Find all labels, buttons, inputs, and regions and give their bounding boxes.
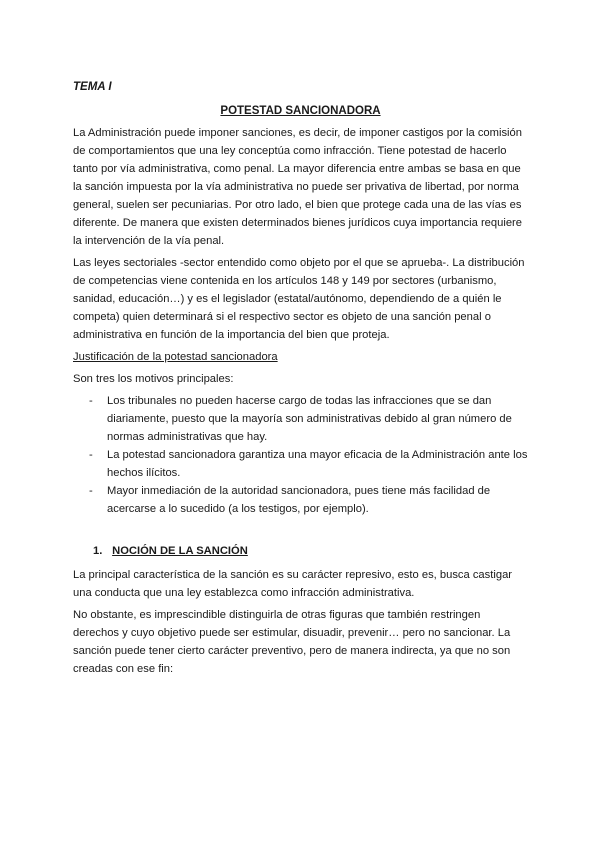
tema-label: TEMA I: [73, 81, 112, 93]
section-1-paragraph-2: No obstante, es imprescindible distinguirla de otras figuras que también restringen derechos y cuyo objetivo puede ser estimular, disuadir, prevenir… pero no sancionar. La sanción puede tener cierto carácter preventivo, pero de manera indirecta, ya que no son creadas con ese fin:: [73, 609, 511, 675]
intro-paragraph-1: La Administración puede imponer sanciones, es decir, de imponer castigos por la comisión de comportamientos que una ley conceptúa como infracción. Tiene potestad de hacerlo tanto por vía administrativa, como penal. La mayor diferencia entre ambas se basa en que la sanción impuesta por la vía administrativa no puede ser privativa de libertad, por norma general, suelen ser pecuniarias. Por otro lado, el bien que protege cada una de las vías es diferente. De manera que existen determinados bienes jurídicos cuya importancia requiere la intervención de la vía penal.: [73, 127, 522, 247]
list-dash: -: [89, 485, 93, 497]
list-item-text: Mayor inmediación de la autoridad sancionadora, pues tiene más facilidad de acercarse a lo sucedido (a los testigos, por ejemplo).: [107, 485, 491, 515]
section-1-heading: [93, 542, 528, 560]
list-item: [73, 482, 528, 518]
list-item-text: Los tribunales no pueden hacerse cargo de todas las infracciones que se dan diariamente, puesto que la mayoría son administrativas debido al gran número de normas administrativas que hay.: [107, 395, 512, 443]
section-1-paragraph-1: La principal característica de la sanción es su carácter represivo, esto es, busca castigar una conducta que una ley establezca como infracción administrativa.: [73, 569, 513, 599]
document-page: [73, 78, 528, 682]
list-dash: -: [89, 449, 93, 461]
justification-heading: Justificación de la potestad sancionadora: [73, 351, 278, 363]
list-item: [73, 392, 528, 446]
document-title: POTESTAD SANCIONADORA: [220, 105, 381, 117]
list-item: [73, 446, 528, 482]
section-number: 1.: [93, 545, 103, 557]
motives-intro: Son tres los motivos principales:: [73, 373, 234, 385]
motives-list: [73, 392, 528, 518]
list-dash: -: [89, 395, 93, 407]
list-item-text: La potestad sancionadora garantiza una mayor eficacia de la Administración ante los hechos ilícitos.: [107, 449, 528, 479]
intro-paragraph-2: Las leyes sectoriales -sector entendido como objeto por el que se aprueba-. La distribución de competencias viene contenida en los artículos 148 y 149 por sectores (urbanismo, sanidad, educación…) y es el legislador (estatal/autónomo, dependiendo de a quién le competa) quien determinará si el respectivo sector es objeto de una sanción penal o administrativa en función de la importancia del bien que proteja.: [73, 257, 525, 341]
section-title: NOCIÓN DE LA SANCIÓN: [112, 545, 248, 557]
